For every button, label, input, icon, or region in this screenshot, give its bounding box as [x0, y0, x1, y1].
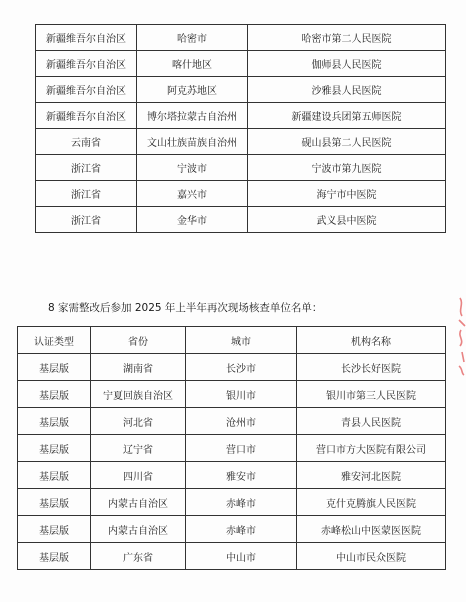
city-cell: 长沙市 [186, 354, 297, 381]
province-cell: 内蒙古自治区 [91, 516, 186, 543]
province-cell: 四川省 [91, 462, 186, 489]
city-cell: 博尔塔拉蒙古自治州 [137, 103, 248, 129]
city-cell: 金华市 [137, 207, 248, 233]
institution-cell: 哈密市第二人民医院 [248, 25, 446, 51]
city-cell: 雅安市 [186, 462, 297, 489]
table-row [36, 207, 446, 233]
province-cell: 河北省 [91, 408, 186, 435]
institution-cell: 雅安河北医院 [297, 462, 446, 489]
institution-cell: 新疆建设兵团第五师医院 [248, 103, 446, 129]
table-row [18, 354, 446, 381]
province-cell: 浙江省 [36, 207, 137, 233]
institution-cell: 赤峰松山中医蒙医医院 [297, 516, 446, 543]
table-row [18, 381, 446, 408]
cert-type-cell: 基层版 [18, 489, 91, 516]
section-caption: 8 家需整改后参加 2025 年上半年再次现场核查单位名单： [48, 302, 323, 314]
province-cell: 云南省 [36, 129, 137, 155]
table-header-row [18, 327, 446, 354]
institution-cell: 砚山县第二人民医院 [248, 129, 446, 155]
institution-cell: 青县人民医院 [297, 408, 446, 435]
table-row [18, 489, 446, 516]
cert-type-cell: 基层版 [18, 543, 91, 570]
province-cell: 新疆维吾尔自治区 [36, 103, 137, 129]
province-cell: 内蒙古自治区 [91, 489, 186, 516]
province-cell: 新疆维吾尔自治区 [36, 77, 137, 103]
institution-cell: 武义县中医院 [248, 207, 446, 233]
hospital-table-continued [35, 24, 446, 233]
table-row [18, 543, 446, 570]
header-cert-type: 认证类型 [18, 327, 91, 354]
table-row [36, 129, 446, 155]
province-cell: 宁夏回族自治区 [91, 381, 186, 408]
recheck-institution-table [17, 326, 446, 570]
cert-type-cell: 基层版 [18, 354, 91, 381]
institution-cell: 营口市方大医院有限公司 [297, 435, 446, 462]
institution-cell: 中山市民众医院 [297, 543, 446, 570]
city-cell: 哈密市 [137, 25, 248, 51]
city-cell: 中山市 [186, 543, 297, 570]
cert-type-cell: 基层版 [18, 435, 91, 462]
city-cell: 文山壮族苗族自治州 [137, 129, 248, 155]
city-cell: 赤峰市 [186, 489, 297, 516]
table-row [18, 408, 446, 435]
city-cell: 沧州市 [186, 408, 297, 435]
province-cell: 浙江省 [36, 155, 137, 181]
province-cell: 辽宁省 [91, 435, 186, 462]
city-cell: 阿克苏地区 [137, 77, 248, 103]
institution-cell: 伽师县人民医院 [248, 51, 446, 77]
institution-cell: 银川市第三人民医院 [297, 381, 446, 408]
table-row [18, 435, 446, 462]
table-row [18, 462, 446, 489]
table-row [36, 155, 446, 181]
province-cell: 新疆维吾尔自治区 [36, 51, 137, 77]
province-cell: 湖南省 [91, 354, 186, 381]
cert-type-cell: 基层版 [18, 408, 91, 435]
city-cell: 银川市 [186, 381, 297, 408]
city-cell: 喀什地区 [137, 51, 248, 77]
institution-cell: 海宁市中医院 [248, 181, 446, 207]
province-cell: 新疆维吾尔自治区 [36, 25, 137, 51]
institution-cell: 宁波市第九医院 [248, 155, 446, 181]
header-province: 省份 [91, 327, 186, 354]
city-cell: 宁波市 [137, 155, 248, 181]
institution-cell: 沙雅县人民医院 [248, 77, 446, 103]
city-cell: 营口市 [186, 435, 297, 462]
city-cell: 赤峰市 [186, 516, 297, 543]
header-institution: 机构名称 [297, 327, 446, 354]
institution-cell: 克什克腾旗人民医院 [297, 489, 446, 516]
table-row [36, 25, 446, 51]
table-row [36, 181, 446, 207]
seal-stamp-fragment [456, 296, 466, 376]
institution-cell: 长沙长好医院 [297, 354, 446, 381]
cert-type-cell: 基层版 [18, 462, 91, 489]
province-cell: 广东省 [91, 543, 186, 570]
city-cell: 嘉兴市 [137, 181, 248, 207]
table-row [18, 516, 446, 543]
cert-type-cell: 基层版 [18, 381, 91, 408]
cert-type-cell: 基层版 [18, 516, 91, 543]
header-city: 城市 [186, 327, 297, 354]
table-row [36, 103, 446, 129]
table-row [36, 77, 446, 103]
table-row [36, 51, 446, 77]
province-cell: 浙江省 [36, 181, 137, 207]
